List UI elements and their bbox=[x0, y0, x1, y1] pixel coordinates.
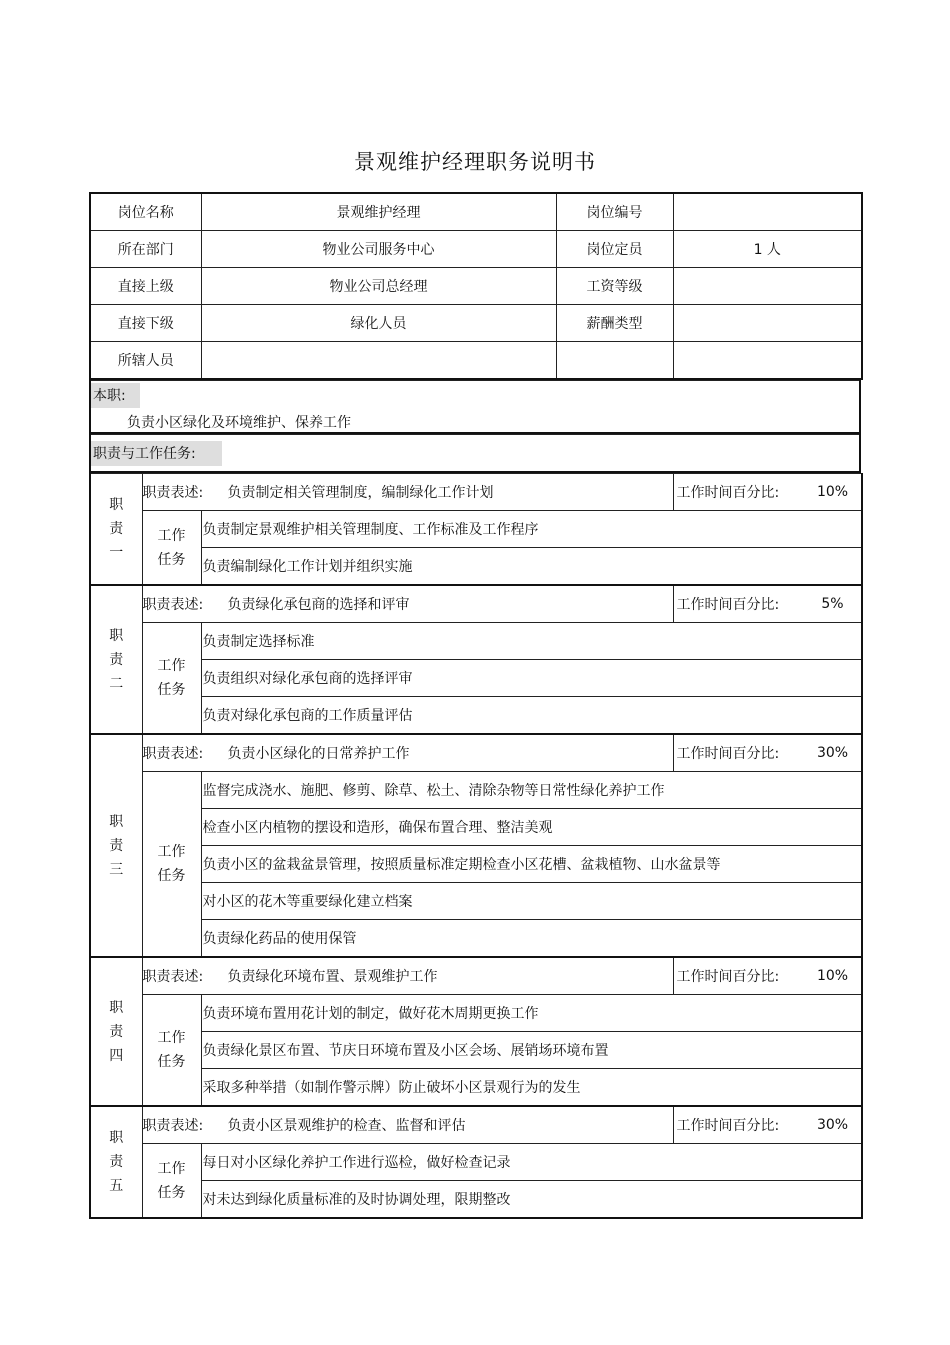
subordinate-value: 绿化人员 bbox=[201, 305, 556, 342]
summary-label: 本职: bbox=[91, 383, 140, 408]
task-row bbox=[90, 697, 862, 735]
headcount-value: 1 人 bbox=[673, 231, 862, 268]
task-label-line: 任务 bbox=[157, 1054, 186, 1070]
task-item: 负责制定景观维护相关管理制度、工作标准及工作程序 bbox=[201, 511, 862, 548]
info-table bbox=[89, 192, 863, 380]
task-item: 监督完成浇水、施肥、修剪、除草、松土、清除杂物等日常性绿化养护工作 bbox=[201, 772, 862, 809]
duty-name-char: 职 bbox=[109, 1130, 124, 1146]
duty-name-char: 责 bbox=[109, 1023, 124, 1040]
time-percent-label-cell bbox=[673, 957, 804, 995]
duty-description-label: 职责表述: bbox=[142, 746, 204, 762]
duty-description-cell bbox=[142, 1106, 673, 1144]
task-label-line: 工作 bbox=[157, 527, 186, 544]
task-item: 每日对小区绿化养护工作进行巡检，做好检查记录 bbox=[201, 1144, 862, 1181]
department-label: 所在部门 bbox=[90, 231, 201, 268]
department-value: 物业公司服务中心 bbox=[201, 231, 556, 268]
duty-name-char: 责 bbox=[109, 1154, 124, 1170]
duty-description-row bbox=[90, 585, 862, 623]
time-percent-label: 工作时间百分比: bbox=[676, 1118, 780, 1134]
duty-description-cell bbox=[142, 474, 673, 511]
task-row bbox=[90, 511, 862, 548]
time-percent-label-cell bbox=[673, 734, 804, 772]
duty-description-text: 负责小区绿化的日常养护工作 bbox=[227, 746, 410, 762]
duty-description-label: 职责表述: bbox=[142, 969, 204, 985]
duty-name bbox=[90, 585, 142, 734]
task-row bbox=[90, 1144, 862, 1181]
time-percent-label: 工作时间百分比: bbox=[676, 746, 780, 762]
duty-name-char: 责 bbox=[109, 521, 124, 537]
duty-name bbox=[90, 957, 142, 1106]
task-row bbox=[90, 1069, 862, 1107]
task-label bbox=[142, 1144, 201, 1219]
duty-name-char: 责 bbox=[109, 837, 124, 854]
staff-label: 所辖人员 bbox=[90, 342, 201, 380]
duty-description-row bbox=[90, 734, 862, 772]
task-row bbox=[90, 772, 862, 809]
duty-description-cell bbox=[142, 585, 673, 623]
duty-description-label: 职责表述: bbox=[142, 485, 204, 501]
task-label-line: 任务 bbox=[157, 682, 186, 698]
duty-name-char: 三 bbox=[109, 861, 124, 878]
duty-description-label: 职责表述: bbox=[142, 597, 204, 613]
salary-grade-label: 工资等级 bbox=[556, 268, 673, 305]
position-code-value bbox=[673, 193, 862, 231]
task-row bbox=[90, 1181, 862, 1219]
duty-description-text: 负责小区景观维护的检查、监督和评估 bbox=[227, 1118, 466, 1134]
task-row bbox=[90, 548, 862, 586]
task-label bbox=[142, 772, 201, 958]
pay-type-value bbox=[673, 305, 862, 342]
time-percent-value: 10% bbox=[804, 957, 862, 995]
time-percent-value: 10% bbox=[804, 474, 862, 511]
duty-name bbox=[90, 474, 142, 586]
task-label-line: 工作 bbox=[157, 844, 186, 860]
duty-name bbox=[90, 734, 142, 957]
headcount-label: 岗位定员 bbox=[556, 231, 673, 268]
task-item: 负责对绿化承包商的工作质量评估 bbox=[201, 697, 862, 735]
position-name-value: 景观维护经理 bbox=[201, 193, 556, 231]
duties-header-table bbox=[89, 434, 861, 473]
task-label bbox=[142, 995, 201, 1107]
duty-description-cell bbox=[142, 734, 673, 772]
info-row bbox=[90, 268, 862, 305]
duty-name-char: 二 bbox=[109, 675, 124, 692]
task-row bbox=[90, 846, 862, 883]
duties-header: 职责与工作任务: bbox=[91, 441, 222, 466]
task-row bbox=[90, 660, 862, 697]
summary-table bbox=[89, 380, 861, 434]
duty-description-row bbox=[90, 1106, 862, 1144]
task-label bbox=[142, 623, 201, 735]
empty-cell bbox=[673, 342, 862, 380]
duty-description-text: 负责制定相关管理制度，编制绿化工作计划 bbox=[227, 485, 494, 501]
task-item: 负责绿化药品的使用保管 bbox=[201, 920, 862, 958]
superior-label: 直接上级 bbox=[90, 268, 201, 305]
task-item: 对小区的花木等重要绿化建立档案 bbox=[201, 883, 862, 920]
time-percent-value: 30% bbox=[804, 1106, 862, 1144]
summary-cell bbox=[90, 381, 860, 434]
subordinate-label: 直接下级 bbox=[90, 305, 201, 342]
duty-name-char: 职 bbox=[109, 497, 124, 513]
duty-name-char: 职 bbox=[109, 627, 124, 644]
duty-description-row bbox=[90, 474, 862, 511]
duty-description-text: 负责绿化环境布置、景观维护工作 bbox=[227, 969, 438, 985]
info-row bbox=[90, 193, 862, 231]
time-percent-label: 工作时间百分比: bbox=[676, 597, 780, 613]
task-label-line: 工作 bbox=[157, 1030, 186, 1046]
duties-header-cell bbox=[90, 435, 860, 473]
time-percent-label: 工作时间百分比: bbox=[676, 969, 780, 985]
summary-text: 负责小区绿化及环境维护、保养工作 bbox=[127, 415, 351, 431]
duty-name-char: 五 bbox=[109, 1178, 124, 1194]
duty-name-char: 四 bbox=[109, 1047, 124, 1064]
task-item: 负责编制绿化工作计划并组织实施 bbox=[201, 548, 862, 586]
task-label-line: 工作 bbox=[157, 658, 186, 674]
task-label bbox=[142, 511, 201, 586]
duties-table bbox=[89, 473, 863, 1219]
task-row bbox=[90, 995, 862, 1032]
task-label-line: 工作 bbox=[157, 1160, 186, 1177]
task-row bbox=[90, 623, 862, 660]
duty-description-label: 职责表述: bbox=[142, 1118, 204, 1134]
time-percent-label: 工作时间百分比: bbox=[676, 485, 780, 501]
empty-cell bbox=[556, 342, 673, 380]
position-code-label: 岗位编号 bbox=[556, 193, 673, 231]
info-row bbox=[90, 342, 862, 380]
pay-type-label: 薪酬类型 bbox=[556, 305, 673, 342]
staff-value bbox=[201, 342, 556, 380]
position-name-label: 岗位名称 bbox=[90, 193, 201, 231]
task-item: 负责环境布置用花计划的制定，做好花木周期更换工作 bbox=[201, 995, 862, 1032]
task-row bbox=[90, 883, 862, 920]
time-percent-value: 30% bbox=[804, 734, 862, 772]
duty-name-char: 职 bbox=[109, 813, 124, 830]
task-row bbox=[90, 920, 862, 958]
task-row bbox=[90, 809, 862, 846]
duty-name-char: 职 bbox=[109, 999, 124, 1016]
task-label-line: 任务 bbox=[157, 868, 186, 884]
time-percent-label-cell bbox=[673, 474, 804, 511]
job-description-form bbox=[89, 192, 861, 1219]
task-item: 采取多种举措（如制作警示牌）防止破坏小区景观行为的发生 bbox=[201, 1069, 862, 1107]
time-percent-label-cell bbox=[673, 1106, 804, 1144]
task-item: 负责小区的盆栽盆景管理，按照质量标准定期检查小区花槽、盆栽植物、山水盆景等 bbox=[201, 846, 862, 883]
info-row bbox=[90, 305, 862, 342]
time-percent-value: 5% bbox=[804, 585, 862, 623]
task-label-line: 任务 bbox=[157, 1184, 186, 1201]
task-row bbox=[90, 1032, 862, 1069]
task-label-line: 任务 bbox=[157, 551, 186, 568]
time-percent-label-cell bbox=[673, 585, 804, 623]
duty-description-cell bbox=[142, 957, 673, 995]
duty-description-row bbox=[90, 957, 862, 995]
task-item: 检查小区内植物的摆设和造形，确保布置合理、整洁美观 bbox=[201, 809, 862, 846]
task-item: 负责制定选择标准 bbox=[201, 623, 862, 660]
superior-value: 物业公司总经理 bbox=[201, 268, 556, 305]
duty-name-char: 一 bbox=[109, 545, 124, 561]
duty-description-text: 负责绿化承包商的选择和评审 bbox=[227, 597, 410, 613]
info-row bbox=[90, 231, 862, 268]
page-title: 景观维护经理职务说明书 bbox=[354, 150, 596, 174]
salary-grade-value bbox=[673, 268, 862, 305]
task-item: 负责组织对绿化承包商的选择评审 bbox=[201, 660, 862, 697]
duty-name-char: 责 bbox=[109, 651, 124, 668]
task-item: 对未达到绿化质量标准的及时协调处理，限期整改 bbox=[201, 1181, 862, 1219]
task-item: 负责绿化景区布置、节庆日环境布置及小区会场、展销场环境布置 bbox=[201, 1032, 862, 1069]
duty-name bbox=[90, 1106, 142, 1218]
